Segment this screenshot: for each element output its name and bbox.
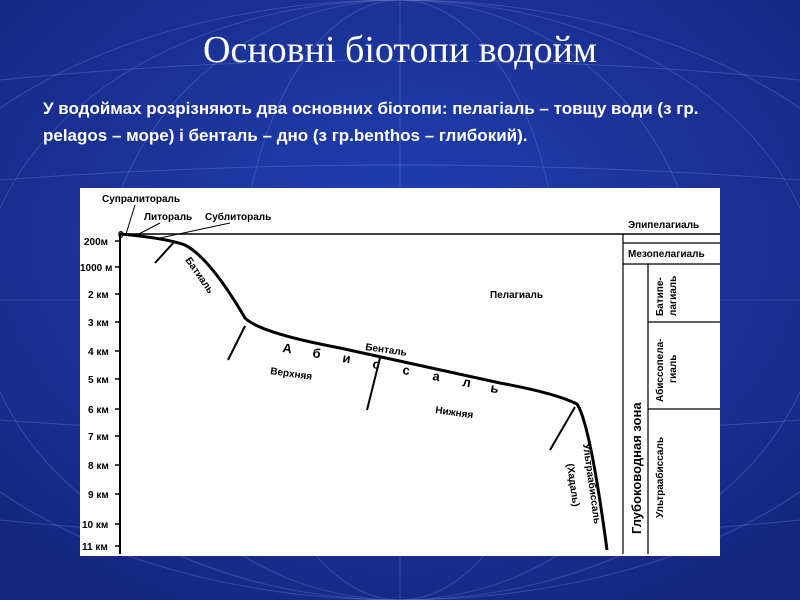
bathyal-label: Батиаль [182,255,216,297]
slide-title: Основні біотопи водойм [203,29,597,71]
abyssal-letter: л [461,374,473,391]
depth-label: 8 км [88,461,109,472]
depth-label: 3 км [88,318,109,329]
depth-label: 7 км [88,432,109,443]
depth-label: 200м [84,237,109,248]
bathypelagial-label: Батипе- [655,277,666,316]
depth-label: 1000 м [80,263,113,274]
abyssopelagial-label: Абиссопела- [655,338,666,402]
depth-label: 6 км [88,405,109,416]
littoral-label: Литораль [144,212,193,223]
benthal-label: Бенталь [364,342,408,359]
abyssal-letter: а [431,368,442,385]
hadal-label: (Хадаль) [564,462,581,508]
depth-label: 2 км [88,290,109,301]
abyssal-letter: с [401,362,412,379]
epipelagial-label: Эпипелагиаль [628,220,700,231]
ultraabyssal-right-label: Ультраабиссаль [655,437,666,518]
slide-subtitle: У водоймах розрізняють два основних біотопи: пелагіаль – товщу води (з гр. pelagos – море) і бенталь – дно (з гр.benthos – глибокий). [43,99,699,145]
abyssal-letter: А [281,340,294,357]
deepwater-zone-label: Глубоководная зона [629,402,644,534]
pelagial-label: Пелагиаль [490,290,544,301]
depth-label: 5 км [88,375,109,386]
biotope-diagram [80,188,720,556]
abyssopelagial-label: гиаль [668,354,679,383]
supralittoral-label: Супралитораль [102,194,181,205]
upper-abyssal-label: Верхняя [269,366,313,383]
depth-label: 11 км [82,542,108,553]
abyssal-letter: и [341,350,352,367]
abyssal-letter: ь [489,380,500,397]
seabed-profile [120,234,607,550]
lower-abyssal-label: Нижняя [434,405,474,422]
depth-label: 4 км [88,347,109,358]
sublittoral-label: Сублитораль [205,212,272,223]
depth-label: 10 км [82,520,109,531]
mesopelagial-label: Мезопелагиаль [628,249,705,260]
depth-label: 9 км [88,490,109,501]
bathypelagial-label: лагиаль [668,275,679,316]
ultraabyssal-label: Ультраабиссаль [580,442,603,525]
depth-label: 0 [118,230,124,241]
abyssal-letter: с [371,356,382,373]
diagram-svg [80,188,720,556]
abyssal-letter: б [311,345,322,362]
